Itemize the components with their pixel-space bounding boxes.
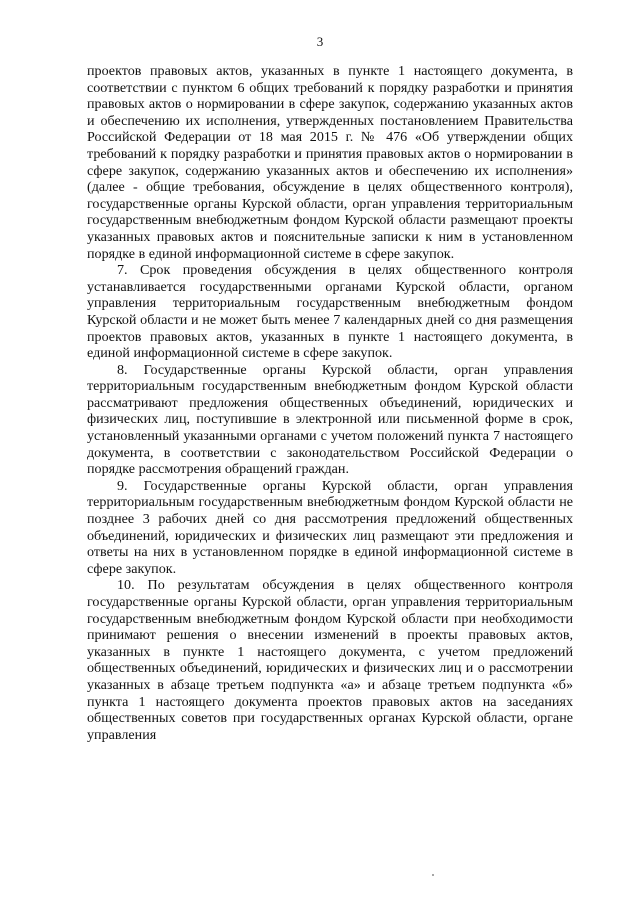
paragraph-item-9: 9. Государственные органы Курской области, орган управления территориальным государственным внебюджетным фондом Курской области не позднее 3 рабочих дней со дня рассмотрения предложений общественных объединений, юридических и физических лиц размещают эти предложения и ответы на них в установленном порядке в единой информационной системе в сфере закупок.	[87, 477, 573, 577]
paragraph-item-8: 8. Государственные органы Курской области, орган управления территориальным государственным внебюджетным фондом Курской области рассматривают предложения общественных объединений, юридических и физических лиц, поступившие в электронной или письменной форме в срок, установленный указанными органами с учетом положений пункта 7 настоящего документа, в соответствии с законодательством Российской Федерации о порядке рассмотрения обращений граждан.	[87, 361, 573, 478]
document-body	[87, 63, 573, 743]
paragraph-item-10: 10. По результатам обсуждения в целях общественного контроля государственные органы Курской области, орган управления территориальным государственным внебюджетным фондом Курской области при необходимости принимают решения о внесении изменений в проекты правовых актов, указанных в пункте 1 настоящего документа, с учетом предложений общественных объединений, юридических и физических лиц и о рассмотрении указанных в абзаце третьем подпункта «а» и абзаце третьем подпункта «б» пункта 1 настоящего документа проектов правовых актов на заседаниях общественных советов при государственных органах Курской области, органе управления	[87, 577, 573, 743]
paragraph-item-7: 7. Срок проведения обсуждения в целях общественного контроля устанавливается государственными органами Курской области, органом управления территориальным государственным внебюджетным фондом Курской области и не может быть менее 7 календарных дней со дня размещения проектов правовых актов, указанных в пункте 1 настоящего документа, в единой информационной системе в сфере закупок.	[87, 262, 573, 362]
paragraph-continuation: проектов правовых актов, указанных в пункте 1 настоящего документа, в соответствии с пунктом 6 общих требований к порядку разработки и принятия правовых актов о нормировании в сфере закупок, содержанию указанных актов и обеспечению их исполнения, утвержденных постановлением Правительства Российской Федерации от 18 мая 2015 г. № 476 «Об утверждении общих требований к порядку разработки и принятия правовых актов о нормировании в сфере закупок, содержанию указанных актов и обеспечению их исполнения» (далее - общие требования, обсуждение в целях общественного контроля), государственные органы Курской области, орган управления территориальным государственным внебюджетным фондом Курской области размещают проекты указанных правовых актов и пояснительные записки к ним в установленном порядке в единой информационной системе в сфере закупок.	[87, 63, 573, 262]
scan-speck	[432, 874, 434, 876]
page-number: 3	[316, 34, 324, 49]
